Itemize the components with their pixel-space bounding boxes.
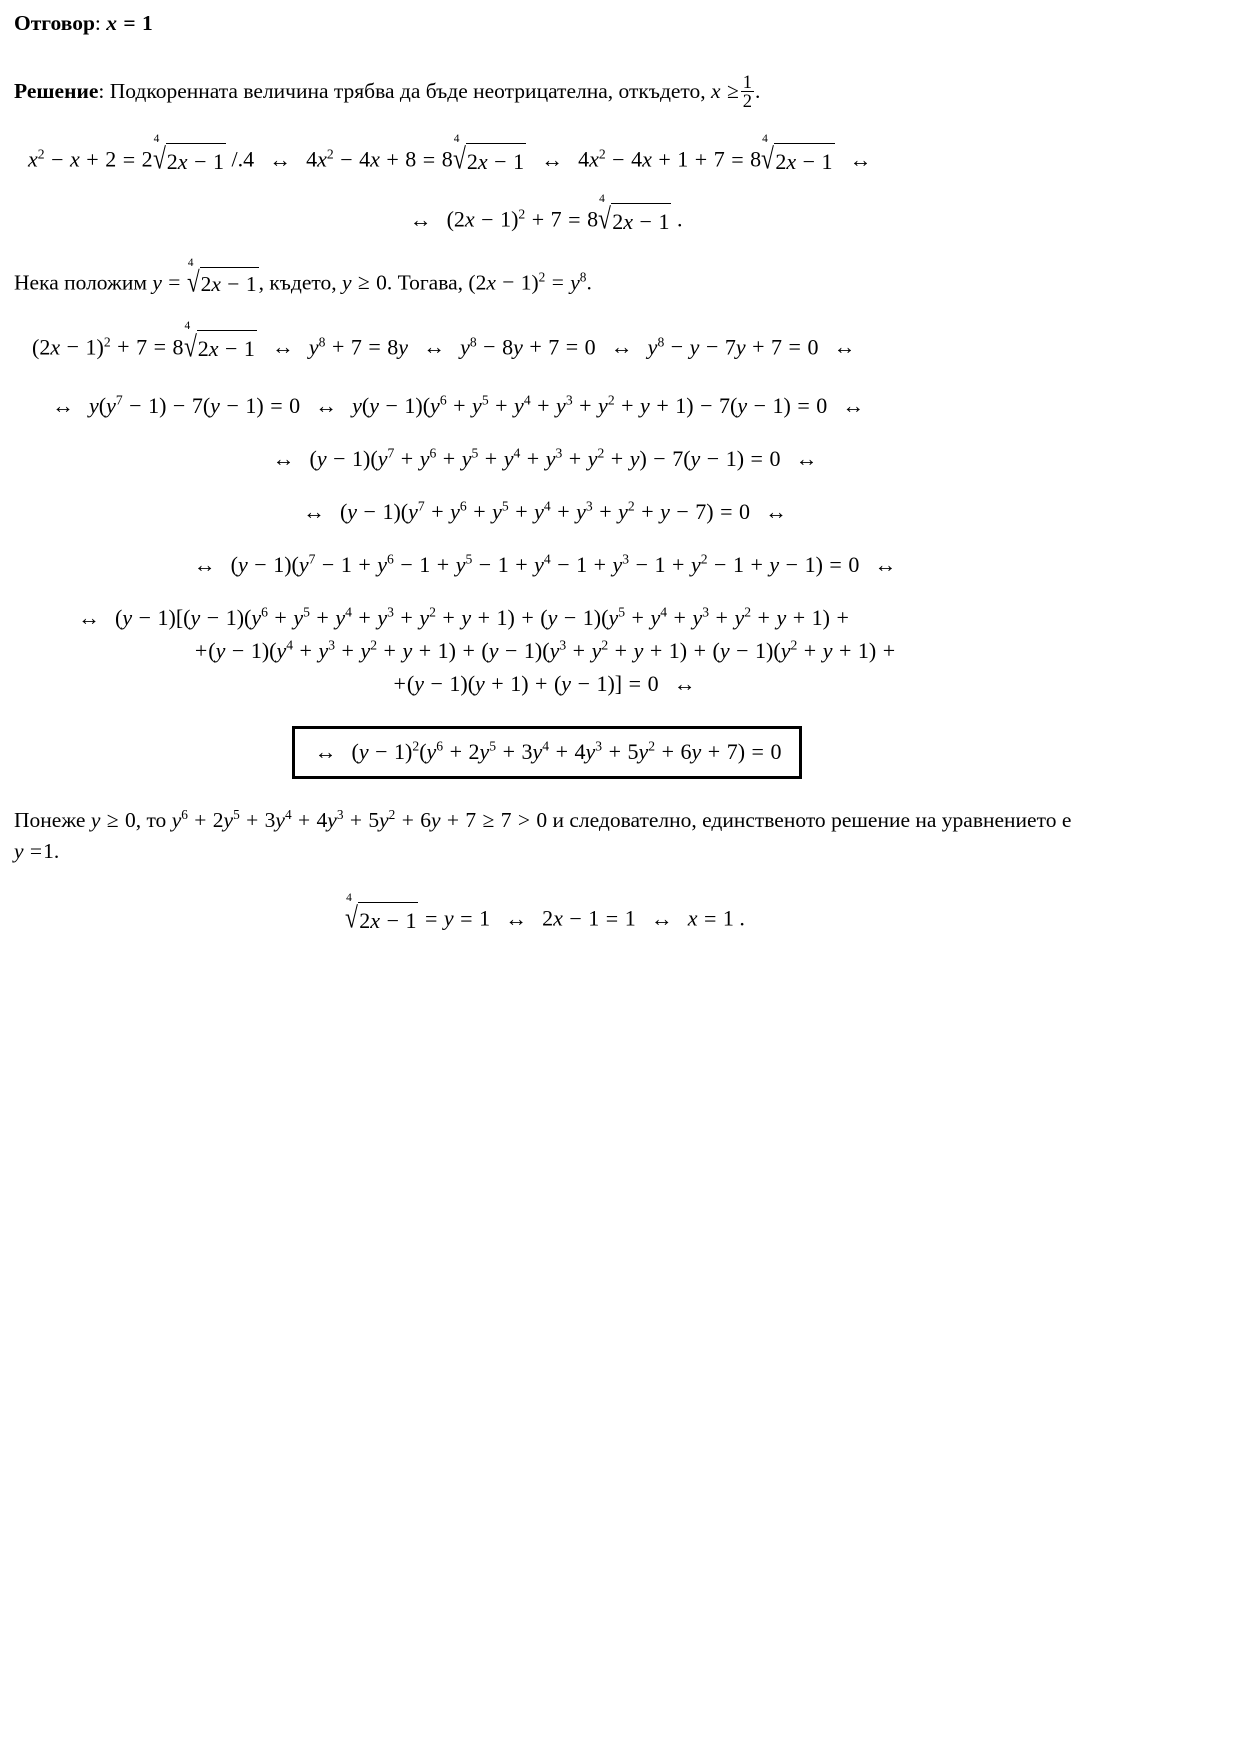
spacer bbox=[14, 528, 1076, 548]
arrow-2a: ↔ bbox=[409, 207, 432, 233]
substitution-equals: = bbox=[168, 270, 181, 295]
spacer bbox=[14, 866, 1076, 896]
arrow-3c: ↔ bbox=[610, 334, 633, 360]
arrow-6a: ↔ bbox=[302, 498, 325, 524]
arrow-3a: ↔ bbox=[271, 334, 294, 360]
solution-label: Решение bbox=[14, 78, 99, 103]
equation-line-8-row-1: ↔ $(y - 1)[(y - 1)(y^6 + y^5 + y^4 + y^3 + y^2 + y + 1) + (y - 1)(y^5 + y^4 + y^3 + y^2 + y + 1)$ + bbox=[78, 604, 849, 630]
final-equation-line: 4 √2x − 1 = y = 1 ↔ 2x − 1 = 1 ↔ x = 1 . bbox=[14, 896, 1076, 940]
conclusion-value: 1 bbox=[43, 838, 54, 863]
arrow-1c: ↔ bbox=[849, 146, 872, 172]
spacer bbox=[14, 39, 1076, 73]
fourth-root-6: 4 √2x − 1 bbox=[184, 325, 257, 369]
solution-intro-line bbox=[14, 73, 1076, 112]
substitution-var: y bbox=[152, 270, 162, 295]
arrow-5b: ↔ bbox=[795, 445, 818, 471]
substitution-mid: , където, bbox=[258, 270, 337, 295]
substitution-paragraph: Нека положим y = 4 √2x − 1, където, y ≥ 0. Тогава, $(2x - 1)^2 = y^8$. bbox=[14, 262, 1076, 303]
domain-relation: ≥ bbox=[726, 78, 739, 103]
boxed-equation: ↔ $(y - 1)^2(y^6 + 2y^5 + 3y^4 + 4y^3 + 5y^2 + 6y + 7) = 0$ bbox=[292, 726, 803, 780]
fourth-root-1: 4 √2x − 1 bbox=[153, 137, 226, 181]
spacer bbox=[14, 303, 1076, 325]
arrow-3d: ↔ bbox=[833, 334, 856, 360]
equation-line-8-row-2: $+(y - 1)(y^4 + y^3 + y^2 + y + 1) + (y - 1)(y^3 + y^2 + y + 1) + (y - 1)(y^2 + y + 1)$ + bbox=[194, 637, 896, 663]
equation-line-5: ↔ $(y - 1)(y^7 + y^6 + y^5 + y^4 + y^3 + y^2 + y) - 7(y - 1) = 0$ ↔ bbox=[272, 445, 818, 471]
fourth-root-2: 4 √2x − 1 bbox=[453, 137, 526, 181]
answer-line bbox=[14, 8, 1076, 39]
equation-line-3: $(2x - 1)^2 + 7 = 8$ 4 √2x − 1 ↔ $y^8 + 7 = 8y$ ↔ $y^8 - 8y + 7 = 0$ ↔ $y^8 - y - 7y + 7 = 0$ ↔ bbox=[14, 325, 1076, 369]
arrow-1b: ↔ bbox=[541, 146, 564, 172]
arrow-6b: ↔ bbox=[765, 498, 788, 524]
domain-fraction bbox=[741, 73, 754, 112]
substitution-lead: Нека положим bbox=[14, 270, 147, 295]
solution-separator: : bbox=[98, 78, 105, 103]
document-content bbox=[14, 8, 1076, 941]
spacer bbox=[14, 422, 1076, 442]
arrow-final-2: ↔ bbox=[650, 905, 673, 931]
equation-line-4: ↔ $y(y^7 - 1) - 7(y - 1) = 0$ ↔ $y(y - 1)(y^6 + y^5 + y^4 + y^3 + y^2 + y + 1) - 7(y - 1) = 0$ ↔ bbox=[52, 392, 865, 418]
fourth-root-4: 4 √2x − 1 bbox=[598, 197, 671, 241]
fourth-root-3: 4 √2x − 1 bbox=[761, 137, 834, 181]
answer-equals: = bbox=[123, 11, 136, 35]
equation-line-7: ↔ $(y - 1)(y^7 - 1 + y^6 - 1 + y^5 - 1 + y^4 - 1 + y^3 - 1 + y^2 - 1 + y - 1) = 0$ ↔ bbox=[193, 551, 897, 577]
arrow-8a: ↔ bbox=[78, 604, 100, 630]
conclusion-var: y bbox=[14, 838, 24, 863]
spacer bbox=[14, 111, 1076, 137]
equation-line-1: $x^2 - x + 2 = 2$ 4 √2x − 1 /.4 ↔ $4x^2 - 4x + 8 = 8$ 4 √2x − 1 ↔ $4x^2 - 4x + 1 + 7 = 8$ 4 √2x − 1 ↔ bbox=[14, 137, 1076, 181]
arrow-3b: ↔ bbox=[423, 334, 446, 360]
arrow-4a: ↔ bbox=[52, 392, 74, 418]
spacer bbox=[14, 369, 1076, 389]
equation-line-2: ↔ $(2x - 1)^2 + 7 = 8$ 4 √2x − 1 . bbox=[14, 197, 1076, 241]
fourth-root-final: 4 √2x − 1 bbox=[345, 896, 418, 940]
conclusion-period: . bbox=[53, 838, 60, 863]
boxed-equation-wrapper bbox=[14, 726, 1076, 780]
spacer bbox=[14, 242, 1076, 262]
fraction-denominator: 2 bbox=[742, 91, 753, 112]
spacer bbox=[14, 181, 1076, 197]
answer-variable: x bbox=[106, 11, 118, 35]
conclusion-tail: и следователно, единственото bbox=[552, 808, 826, 833]
fraction-numerator: 1 bbox=[742, 71, 753, 92]
arrow-8b: ↔ bbox=[673, 670, 696, 696]
answer-label: Отговор bbox=[14, 11, 95, 35]
conclusion-to: то bbox=[146, 808, 167, 833]
answer-value: 1 bbox=[142, 11, 153, 35]
arrow-7a: ↔ bbox=[193, 551, 216, 577]
spacer bbox=[14, 475, 1076, 495]
equation-line-6: ↔ $(y - 1)(y^7 + y^6 + y^5 + y^4 + y^3 + y^2 + y - 7) = 0$ ↔ bbox=[302, 498, 788, 524]
domain-period: . bbox=[755, 78, 761, 103]
answer-separator: : bbox=[94, 11, 101, 35]
spacer bbox=[14, 700, 1076, 726]
arrow-4b: ↔ bbox=[315, 392, 338, 418]
conclusion-line2: решение на уравнението е bbox=[831, 808, 1072, 833]
domain-variable: x bbox=[711, 78, 721, 103]
equation-line-8-row-3: +(y − 1)(y + 1) + (y − 1)] = 0 ↔ bbox=[393, 670, 696, 696]
spacer bbox=[14, 581, 1076, 601]
arrow-5a: ↔ bbox=[272, 445, 295, 471]
arrow-7b: ↔ bbox=[874, 551, 897, 577]
substitution-then: Тогава, bbox=[397, 270, 464, 295]
arrow-boxed: ↔ bbox=[314, 738, 337, 764]
fourth-root-5: 4 √2x − 1 bbox=[186, 257, 257, 298]
conclusion-paragraph: Понеже y ≥ 0, то $y^6 + 2y^5 + 3y^4 + 4y^3 + 5y^2 + 6y + 7 \ge 7 > 0$ и следователно, единственото решение на уравнението е y =1. bbox=[14, 807, 1072, 863]
arrow-1a: ↔ bbox=[269, 146, 292, 172]
conclusion-equals: = bbox=[29, 838, 43, 863]
conclusion-lead: Понеже bbox=[14, 808, 86, 833]
solution-text: Подкоренната величина трябва да бъде неотрицателна, откъдето, bbox=[109, 78, 706, 103]
arrow-final-1: ↔ bbox=[505, 905, 528, 931]
spacer bbox=[14, 779, 1076, 805]
arrow-4c: ↔ bbox=[842, 392, 865, 418]
